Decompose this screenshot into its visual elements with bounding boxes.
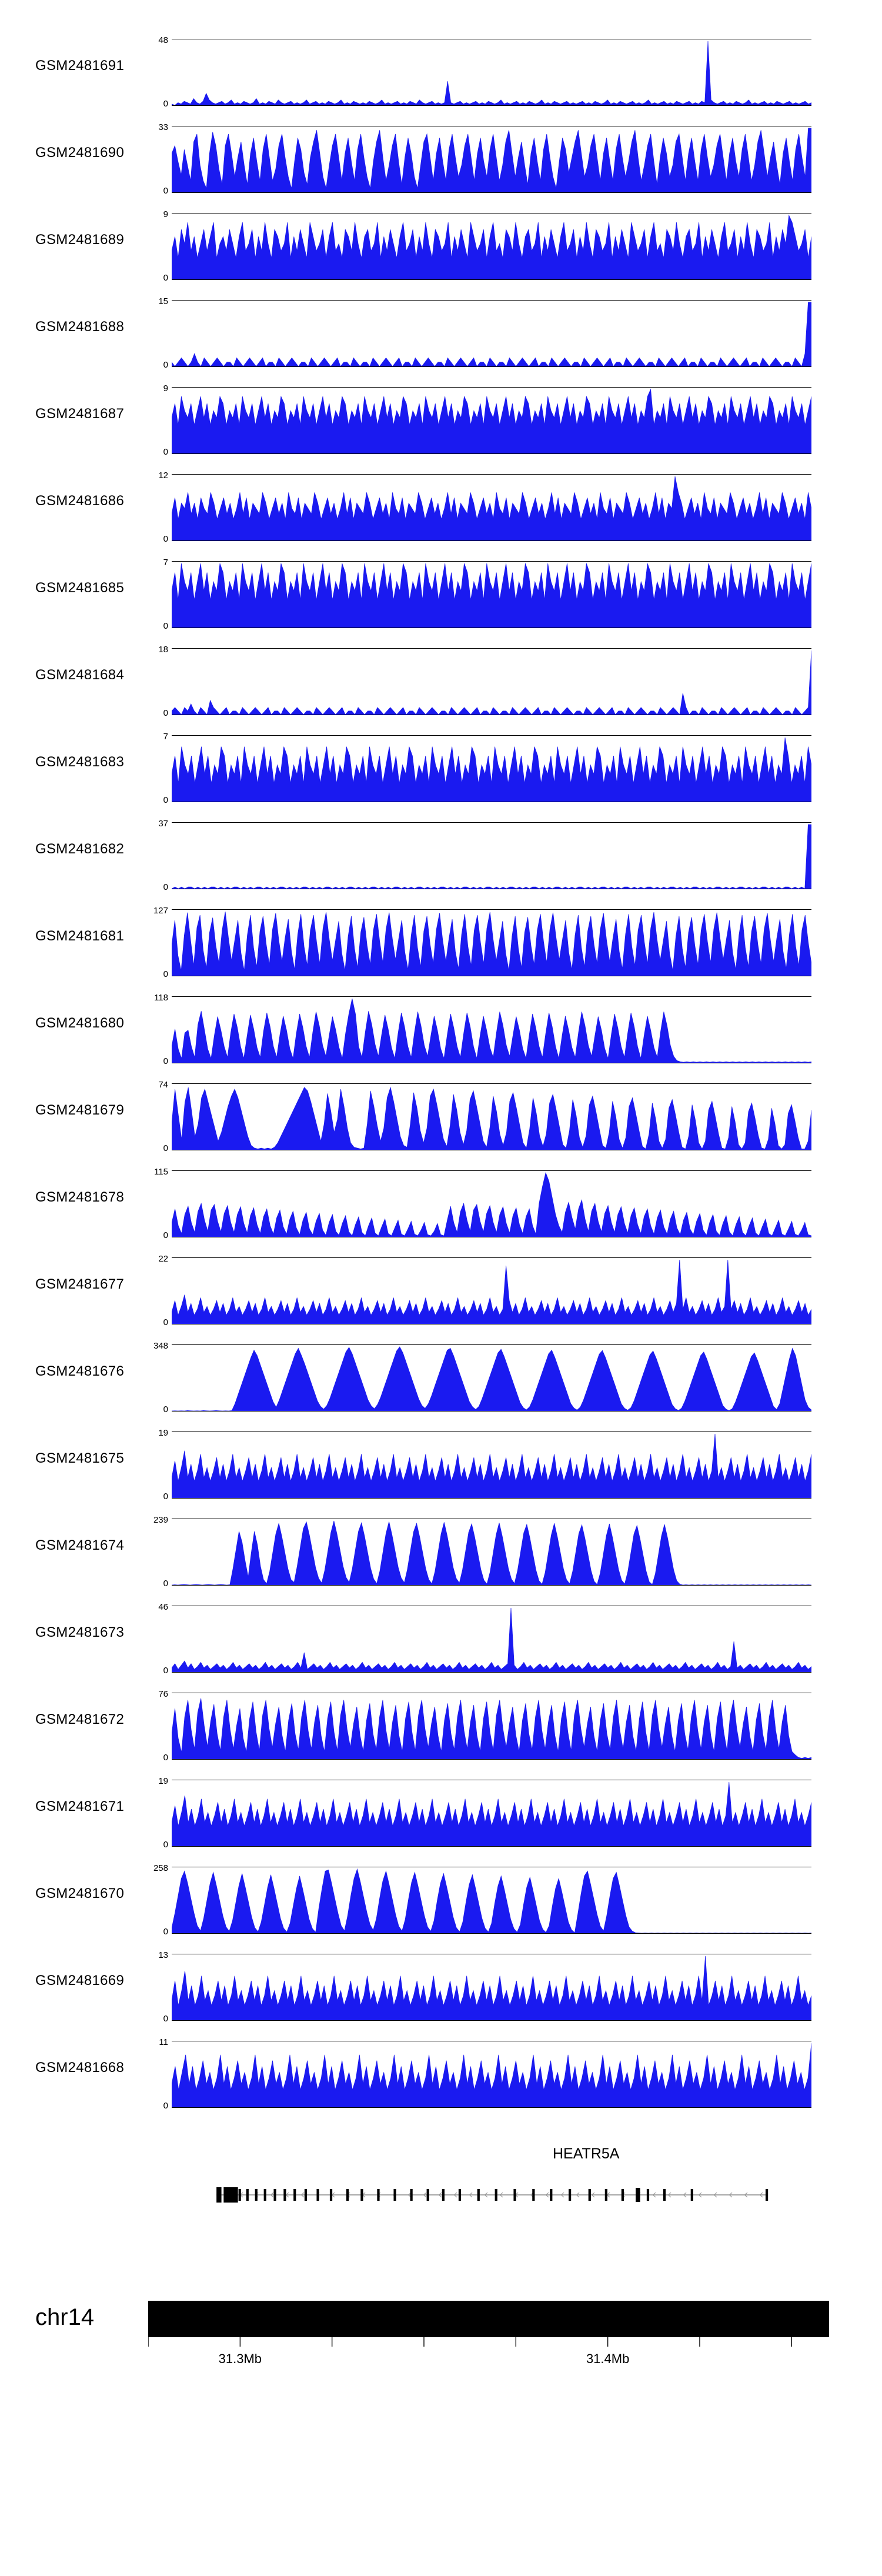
gene-name-label: HEATR5A — [553, 2145, 620, 2162]
track-coverage-plot — [172, 39, 811, 106]
track-sample-label: GSM2481675 — [35, 1450, 125, 1466]
track-coverage-plot — [172, 822, 811, 889]
track-axis-max-label: 12 — [158, 471, 168, 481]
track-axis-min-label: 0 — [163, 1056, 168, 1066]
track-sample-label: GSM2481689 — [35, 232, 125, 248]
track-sample-label: GSM2481678 — [35, 1189, 125, 1205]
track-coverage-plot — [172, 735, 811, 802]
track-sample-label: GSM2481683 — [35, 754, 125, 770]
track-coverage-plot — [172, 996, 811, 1063]
track-axis-min-label: 0 — [163, 1404, 168, 1414]
coverage-track — [0, 463, 882, 550]
chromosome-label: chr14 — [35, 2304, 95, 2330]
track-sample-label: GSM2481682 — [35, 841, 125, 857]
track-axis-max-label: 46 — [158, 1602, 168, 1612]
track-axis-max-label: 11 — [159, 2037, 168, 2047]
coverage-track — [0, 725, 882, 812]
genomic-coordinate-axis — [148, 2337, 829, 2402]
track-axis-min-label: 0 — [163, 1927, 168, 1937]
coverage-track — [0, 1247, 882, 1334]
track-axis-min-label: 0 — [163, 1491, 168, 1501]
track-axis-min-label: 0 — [163, 795, 168, 805]
track-coverage-plot — [172, 1170, 811, 1237]
track-axis-max-label: 76 — [158, 1689, 168, 1699]
chromosome-ideogram-bar — [148, 2301, 829, 2337]
track-coverage-plot — [172, 1693, 811, 1760]
coverage-track — [0, 1595, 882, 1682]
coverage-track — [0, 1421, 882, 1508]
track-axis-min-label: 0 — [163, 447, 168, 457]
track-coverage-plot — [172, 1257, 811, 1324]
track-axis-max-label: 7 — [163, 558, 168, 568]
track-axis-max-label: 348 — [153, 1341, 168, 1351]
track-axis-min-label: 0 — [163, 1753, 168, 1763]
track-axis-min-label: 0 — [163, 1666, 168, 1676]
track-axis-min-label: 0 — [163, 882, 168, 892]
coverage-track — [0, 202, 882, 289]
track-axis-max-label: 19 — [158, 1428, 168, 1438]
track-axis-max-label: 118 — [154, 993, 168, 1003]
coverage-track — [0, 376, 882, 463]
axis-tick-label: 31.4Mb — [586, 2351, 630, 2366]
track-axis-max-label: 239 — [153, 1515, 168, 1525]
track-axis-max-label: 9 — [163, 209, 168, 219]
track-axis-min-label: 0 — [163, 2101, 168, 2111]
coverage-track — [0, 1943, 882, 2030]
track-sample-label: GSM2481668 — [35, 2060, 125, 2076]
axis-tick-label: 31.3Mb — [218, 2351, 262, 2366]
track-axis-min-label: 0 — [163, 273, 168, 283]
coverage-track — [0, 1856, 882, 1943]
track-sample-label: GSM2481684 — [35, 667, 125, 683]
track-sample-label: GSM2481690 — [35, 145, 125, 161]
track-sample-label: GSM2481670 — [35, 1886, 125, 1901]
coverage-track — [0, 1334, 882, 1421]
gene-model-graphic — [172, 2168, 811, 2233]
track-coverage-plot — [172, 1606, 811, 1673]
coverage-track — [0, 638, 882, 725]
coverage-track — [0, 1508, 882, 1595]
track-sample-label: GSM2481677 — [35, 1276, 125, 1292]
track-sample-label: GSM2481671 — [35, 1798, 125, 1814]
track-coverage-plot — [172, 1867, 811, 1934]
track-sample-label: GSM2481669 — [35, 1973, 125, 1988]
track-coverage-plot — [172, 1780, 811, 1847]
track-coverage-plot — [172, 474, 811, 541]
track-sample-label: GSM2481686 — [35, 493, 125, 509]
track-axis-min-label: 0 — [163, 534, 168, 544]
track-sample-label: GSM2481679 — [35, 1102, 125, 1118]
track-axis-max-label: 258 — [153, 1863, 168, 1873]
track-axis-min-label: 0 — [163, 1840, 168, 1850]
track-sample-label: GSM2481673 — [35, 1624, 125, 1640]
track-coverage-plot — [172, 387, 811, 454]
track-sample-label: GSM2481680 — [35, 1015, 125, 1031]
track-axis-max-label: 37 — [158, 819, 168, 829]
coverage-track — [0, 812, 882, 899]
track-axis-max-label: 33 — [158, 122, 168, 132]
track-sample-label: GSM2481674 — [35, 1537, 125, 1553]
coverage-track — [0, 28, 882, 115]
chromosome-panel — [0, 2258, 882, 2435]
track-axis-min-label: 0 — [163, 621, 168, 631]
coverage-track — [0, 1160, 882, 1247]
track-sample-label: GSM2481676 — [35, 1363, 125, 1379]
track-axis-max-label: 48 — [158, 35, 168, 45]
track-coverage-plot — [172, 1344, 811, 1412]
track-coverage-plot — [172, 213, 811, 280]
track-axis-max-label: 19 — [158, 1776, 168, 1786]
track-sample-label: GSM2481687 — [35, 406, 125, 422]
track-axis-min-label: 0 — [163, 969, 168, 979]
coverage-track — [0, 899, 882, 986]
track-axis-min-label: 0 — [163, 1579, 168, 1589]
track-axis-min-label: 0 — [163, 186, 168, 196]
gene-annotation-panel — [0, 2141, 882, 2247]
track-axis-max-label: 7 — [163, 732, 168, 742]
track-sample-label: GSM2481688 — [35, 319, 125, 335]
coverage-track — [0, 115, 882, 202]
track-axis-min-label: 0 — [163, 1143, 168, 1153]
track-coverage-plot — [172, 1519, 811, 1586]
track-coverage-plot — [172, 561, 811, 628]
track-sample-label: GSM2481685 — [35, 580, 125, 596]
coverage-track — [0, 550, 882, 638]
track-coverage-plot — [172, 1083, 811, 1150]
track-axis-min-label: 0 — [163, 1317, 168, 1327]
coverage-track — [0, 289, 882, 376]
track-axis-max-label: 13 — [158, 1950, 168, 1960]
track-coverage-plot — [172, 1954, 811, 2021]
coverage-track — [0, 986, 882, 1073]
track-axis-max-label: 115 — [154, 1167, 168, 1177]
track-axis-max-label: 74 — [158, 1080, 168, 1090]
track-coverage-plot — [172, 300, 811, 367]
track-axis-min-label: 0 — [163, 1230, 168, 1240]
track-sample-label: GSM2481681 — [35, 928, 125, 944]
track-axis-min-label: 0 — [163, 360, 168, 370]
track-coverage-plot — [172, 909, 811, 976]
track-coverage-plot — [172, 1432, 811, 1499]
track-axis-max-label: 127 — [153, 906, 168, 916]
track-axis-min-label: 0 — [163, 99, 168, 109]
track-coverage-plot — [172, 126, 811, 193]
track-sample-label: GSM2481691 — [35, 58, 125, 74]
track-axis-min-label: 0 — [163, 708, 168, 718]
track-axis-max-label: 22 — [158, 1254, 168, 1264]
track-axis-max-label: 15 — [158, 296, 168, 306]
track-sample-label: GSM2481672 — [35, 1711, 125, 1727]
track-coverage-plot — [172, 2041, 811, 2108]
coverage-track — [0, 1073, 882, 1160]
track-axis-min-label: 0 — [163, 2014, 168, 2024]
track-axis-max-label: 18 — [158, 645, 168, 655]
coverage-track — [0, 2030, 882, 2117]
coverage-track — [0, 1682, 882, 1769]
track-axis-max-label: 9 — [163, 383, 168, 393]
track-coverage-plot — [172, 648, 811, 715]
coverage-track — [0, 1769, 882, 1856]
